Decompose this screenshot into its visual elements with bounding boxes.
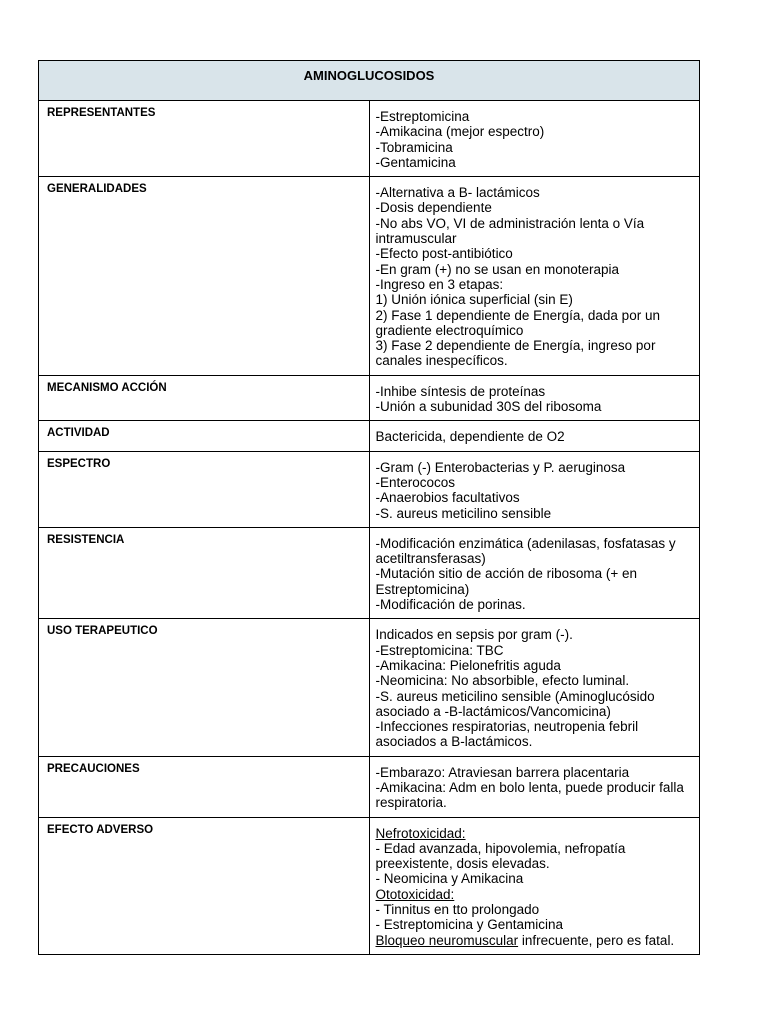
content-line: -Neomicina: No absorbible, efecto luminal. [375,673,630,689]
content-line: -Infecciones respiratorias, neutropenia febril asociados a B-lactámicos. [375,719,639,750]
content-line: -S. aureus meticilino sensible [375,505,552,521]
row-label: EFECTO ADVERSO [39,817,370,954]
row-content [369,527,700,618]
line-rest: infrecuente, pero es fatal. [518,932,675,948]
content-line [376,826,694,841]
content-line: -En gram (+) no se usan en monoterapia [375,261,620,277]
row-content [369,177,700,376]
row-content [369,619,700,756]
content-line: - Tinnitus en tto prolongado [375,902,540,918]
row-label: USO TERAPEUTICO [39,619,370,756]
content-line: -Estreptomicina [375,109,470,124]
content-line: -S. aureus meticilino sensible (Aminoglucósido asociado a -B-lactámicos/Vancomicina) [375,688,655,719]
content-line: -Dosis dependiente [375,200,492,216]
table-row [39,527,700,618]
row-label: REPRESENTANTES [39,101,370,177]
row-label: PRECAUCIONES [39,756,370,817]
content-line [376,887,694,902]
content-line: -Inhibe síntesis de proteínas [375,383,546,399]
row-content [369,375,700,421]
content-line [376,933,694,948]
row-label: RESISTENCIA [39,527,370,618]
content-line: -Efecto post-antibiótico [375,246,513,262]
table-row [39,421,700,451]
underlined-heading: Ototoxicidad: [375,886,455,902]
content-line: -Amikacina: Pielonefritis aguda [375,657,561,673]
content-line: Bactericida, dependiente de O2 [375,429,565,445]
content-line: -Amikacina: Adm en bolo lenta, puede producir falla respiratoria. [375,779,684,811]
aminoglucosidos-table [38,60,700,955]
table-row [39,177,700,376]
row-label: MECANISMO ACCIÓN [39,375,370,421]
underlined-heading: Bloqueo neuromuscular [375,932,519,948]
table-row [39,101,700,177]
content-line: -Anaerobios facultativos [375,490,520,506]
content-line: -No abs VO, VI de administración lenta o Vía intramuscular [375,215,645,247]
content-line: -Mutación sitio de acción de ribosoma (+ en Estreptomicina) [375,566,638,597]
row-content [369,817,700,954]
content-line: -Gentamicina [375,154,456,170]
content-line: - Estreptomicina y Gentamicina [375,917,564,933]
content-line: -Gram (-) Enterobacterias y P. aeruginosa [375,459,626,475]
row-content [369,101,700,177]
content-line: - Edad avanzada, hipovolemia, nefropatía preexistente, dosis elevadas. [375,840,626,872]
content-line: -Unión a subunidad 30S del ribosoma [375,399,602,415]
content-line: -Modificación de porinas. [375,597,526,613]
table-title: AMINOGLUCOSIDOS [303,68,435,83]
content-line: -Alternativa a B- lactámicos [375,185,540,201]
row-label: GENERALIDADES [39,177,370,376]
row-label: ACTIVIDAD [39,421,370,451]
table-row [39,375,700,421]
underlined-heading: Nefrotoxicidad: [375,825,466,841]
row-content [369,451,700,527]
content-line: -Enterococos [375,474,456,490]
table-body [39,101,700,955]
table-row [39,817,700,954]
content-line: 1) Unión iónica superficial (sin E) [375,292,573,308]
content-line: 3) Fase 2 dependiente de Energía, ingreso por canales inespecíficos. [375,338,656,369]
content-line: -Estreptomicina: TBC [375,642,504,658]
table-row [39,451,700,527]
table-title-cell [39,61,700,101]
title-row [39,61,700,101]
content-line: -Ingreso en 3 etapas: [375,276,504,292]
content-line: -Tobramicina [375,139,453,155]
content-line: -Modificación enzimática (adenilasas, fosfatasas y acetiltransferasas) [375,535,676,567]
content-line: - Neomicina y Amikacina [375,871,524,887]
table-row [39,619,700,756]
content-line: -Embarazo: Atraviesan barrera placentaria [375,764,630,780]
content-line: Indicados en sepsis por gram (-). [375,627,573,643]
row-label: ESPECTRO [39,451,370,527]
row-content [369,756,700,817]
table-row [39,756,700,817]
content-line: -Amikacina (mejor espectro) [375,124,545,140]
row-content [369,421,700,451]
content-line: 2) Fase 1 dependiente de Energía, dada por un gradiente electroquímico [375,307,660,338]
